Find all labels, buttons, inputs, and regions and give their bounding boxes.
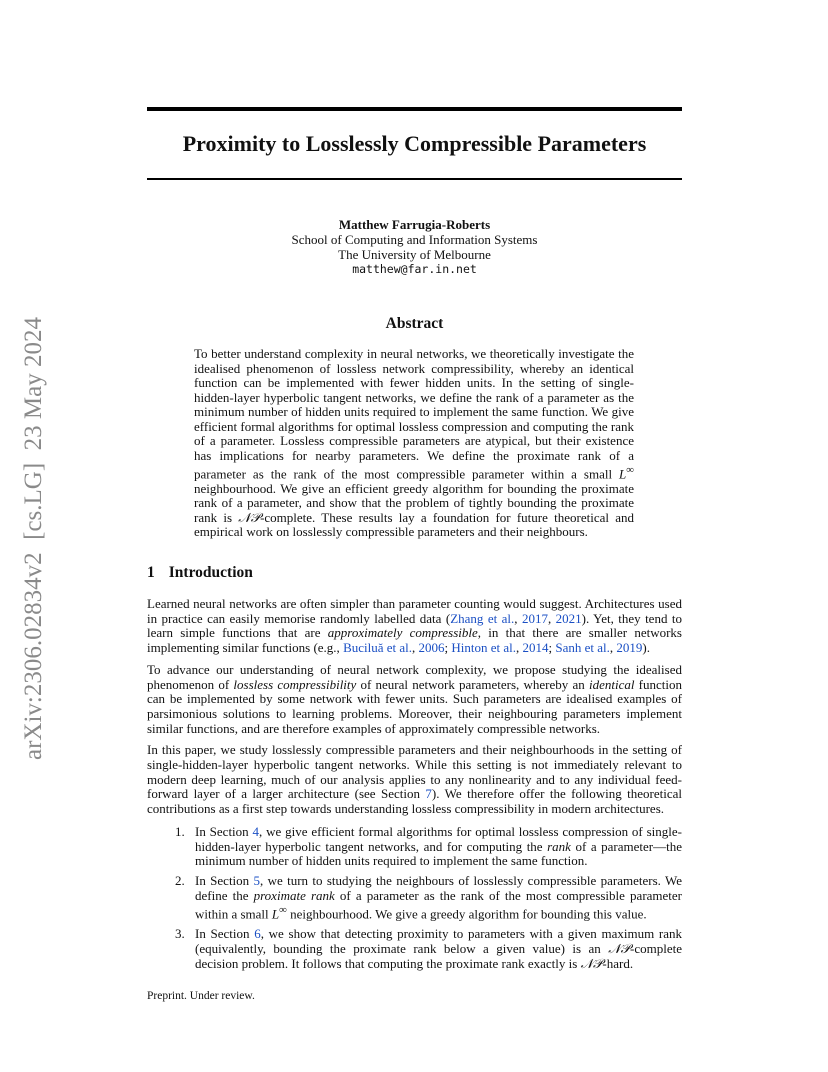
section-heading-introduction [147, 563, 253, 583]
author-block [147, 217, 682, 277]
text-span: , [412, 640, 419, 656]
title-top-rule [147, 107, 682, 111]
np-symbol: 𝒩𝒫 [238, 509, 261, 525]
text-span: In this paper, we study losslessly compressible parameters and their neighbourhoods in the setting of single-hidden-layer hyperbolic tangent networks. While this setting is not immediately relevant to modern deep learning, much of our analysis applies to any nonlinearity and to any individual feed-forward layer of a larger architecture (see Section [147, 742, 682, 802]
text-span: -hard. [602, 955, 634, 971]
text-span: ). Yet, they tend to learn simple functions that are [147, 610, 682, 641]
text-span: , in that there are smaller networks implementing similar functions (e.g., [147, 625, 682, 656]
emphasis-text: lossless compressibility [233, 676, 357, 692]
citation-link-2019[interactable]: 2019 [616, 640, 643, 656]
text-span: of a parameter as the rank of the most compressible parameter within a small [195, 887, 683, 922]
citation-link-hinton[interactable]: Hinton et al. [451, 640, 517, 656]
citation-link-2006[interactable]: 2006 [418, 640, 445, 656]
text-span: In Section [195, 823, 253, 839]
infinity-superscript: ∞ [626, 464, 634, 476]
list-number: 3. [175, 926, 185, 942]
text-span: , [514, 610, 522, 626]
citation-link-2021[interactable]: 2021 [555, 610, 582, 626]
infinity-superscript: ∞ [279, 904, 287, 917]
section-number: 1 [147, 564, 155, 581]
author-affiliation-university: The University of Melbourne [338, 247, 491, 262]
abstract-text-part-1: To better understand complexity in neural networks, we theoretically investigate the idealised phenomenon of lossless network compressibility, whereby an identical function can be implemented with fewer hidden units. In the setting of single-hidden-layer hyperbolic tangent networks, we define the rank of a parameter as the minimum number of hidden units required to implement the same function. We give efficient formal algorithms for optimal lossless compression and computing the rank of a parameter. Lossless compressible parameters are atypical, but their existence has implications for nearby parameters. We define the proximate rank of a parameter as the rank of the most compressible parameter within a small [194, 346, 634, 482]
section-link-7[interactable]: 7 [425, 786, 432, 802]
citation-link-sanh[interactable]: Sanh et al. [555, 640, 610, 656]
section-link-6[interactable]: 6 [254, 926, 261, 942]
section-title: Introduction [168, 564, 253, 581]
contribution-item-2 [147, 874, 682, 922]
emphasis-text: rank [547, 838, 571, 854]
linf-symbol: L [619, 466, 627, 482]
arxiv-identifier-stamp: arXiv:2306.02834v2 [cs.LG] 23 May 2024 [20, 317, 47, 760]
text-span: To advance our understanding of neural network complexity, we propose studying the idealised phenomenon of [147, 661, 682, 692]
intro-paragraph-2 [147, 663, 682, 737]
citation-link-bucilua[interactable]: Buciluă et al. [343, 640, 413, 656]
text-span: neighbourhood. We give a greedy algorithm for bounding this value. [286, 906, 647, 922]
text-span: ). [642, 640, 651, 656]
text-span: , [516, 640, 523, 656]
abstract-heading: Abstract [385, 315, 444, 332]
text-span: , we give efficient formal algorithms for optimal lossless compression of single-hidden-layer hyperbolic tangent networks, and for computing the [195, 823, 682, 854]
text-span: function can be implemented by some network with fewer units. Such parameters are idealised examples of parsimonious solutions to learning problems. Moreover, their neighbouring parameters implement similar functions, and are therefore examples of approximately compressible networks. [147, 676, 682, 736]
introduction-body [147, 597, 682, 977]
text-span: , [609, 640, 617, 656]
author-affiliation-school: School of Computing and Information Systems [291, 232, 538, 247]
citation-link-2017[interactable]: 2017 [521, 610, 548, 626]
text-span: ; [548, 640, 556, 656]
section-link-4[interactable]: 4 [252, 823, 260, 839]
title-bottom-rule [147, 178, 682, 180]
text-span: Learned neural networks are often simpler than parameter counting would suggest. Architectures used in practice can easily memorise randomly labelled data ( [147, 596, 682, 626]
np-symbol: 𝒩𝒫 [580, 955, 603, 971]
intro-paragraph-3 [147, 743, 682, 817]
contributions-list [147, 825, 682, 972]
abstract-text [194, 347, 634, 540]
citation-link-zhang[interactable]: Zhang et al. [450, 610, 515, 626]
text-span: of neural network parameters, whereby an [356, 676, 589, 692]
text-span: of a parameter—the minimum number of hidden units required to implement the same function. [195, 838, 683, 869]
preprint-footer: Preprint. Under review. [147, 990, 255, 1002]
author-email: matthew@far.in.net [352, 262, 477, 276]
contribution-item-1 [147, 825, 682, 869]
author-name: Matthew Farrugia-Roberts [338, 217, 491, 232]
linf-symbol: L [271, 906, 280, 922]
section-link-5[interactable]: 5 [253, 872, 261, 888]
text-span: , we show that detecting proximity to parameters with a given maximum rank (equivalently, bounding the proximate rank below a given value) is an [195, 926, 683, 957]
intro-paragraph-1 [147, 597, 682, 656]
text-span: In Section [195, 872, 254, 888]
paper-title: Proximity to Losslessly Compressible Parameters [182, 131, 647, 156]
emphasis-text: identical [588, 676, 635, 692]
list-number: 2. [175, 872, 185, 888]
text-span: -complete decision problem. It follows that computing the proximate rank exactly is [195, 941, 682, 971]
list-number: 1. [175, 823, 185, 839]
text-span: In Section [195, 926, 255, 942]
text-span: , [547, 610, 556, 626]
abstract-text-part-2: neighbourhood. We give an efficient greedy algorithm for bounding the proximate rank of a parameter, and show that the problem of tightly bounding the proximate rank is [194, 480, 634, 525]
text-span: ; [444, 640, 452, 656]
emphasis-text: approximately compressible [327, 625, 478, 641]
text-span: , we turn to studying the neighbours of losslessly compressible parameters. We define the [195, 872, 682, 903]
contribution-item-3 [147, 927, 682, 971]
abstract-text-part-3: -complete. These results lay a foundation for future theoretical and empirical work on losslessly compressible parameters and their neighbours. [194, 509, 634, 540]
text-span: ). We therefore offer the following theoretical contributions as a first step towards understanding lossless compressibility in modern architectures. [147, 786, 682, 817]
citation-link-2014[interactable]: 2014 [522, 640, 549, 656]
np-symbol: 𝒩𝒫 [608, 941, 631, 957]
emphasis-text: proximate rank [253, 887, 335, 903]
